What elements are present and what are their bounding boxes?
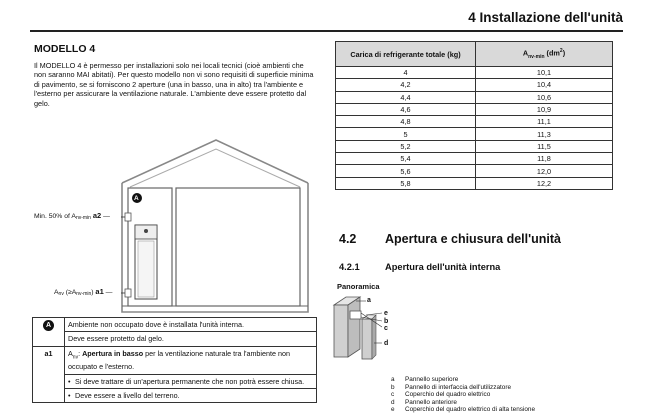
legend-key-cell: a1: [33, 346, 65, 403]
table-row: [336, 67, 613, 79]
cell-area: 10,1: [476, 67, 613, 79]
cell-charge: 5,6: [336, 165, 476, 177]
list-item: c Coperchio del quadro elettrico: [391, 391, 491, 399]
list-item: e Coperchio del quadro elettrico di alta tensione: [391, 406, 536, 414]
opening-a2-label: Min. 50% of $A_{nv-min}$ a2 —: [34, 211, 110, 221]
callout-label: b: [384, 318, 389, 325]
table-row: [336, 103, 613, 115]
table-row: [336, 79, 613, 91]
column-header-charge: Carica di refrigerante totale (kg): [336, 42, 476, 67]
cell-area: 12,2: [476, 177, 613, 189]
model-title: MODELLO 4: [34, 43, 96, 55]
table-row: [336, 91, 613, 103]
cell-charge: 4,8: [336, 116, 476, 128]
cell-area: 10,9: [476, 103, 613, 115]
overview-heading: Panoramica: [337, 282, 380, 291]
refrigerant-table: [335, 41, 613, 190]
cell-area: 10,4: [476, 79, 613, 91]
table-row: [336, 165, 613, 177]
column-header-area: $A_{nv-min}$ $(dm^2)$: [476, 42, 613, 67]
cell-charge: 4,4: [336, 91, 476, 103]
installation-diagram: [118, 137, 318, 315]
legend-bullet: • Deve essere a livello del terreno.: [68, 391, 313, 400]
cell-area: 11,5: [476, 140, 613, 152]
cell-charge: 5,8: [336, 177, 476, 189]
page-header-title: 4 Installazione dell'unità: [468, 10, 623, 25]
parts-list: [391, 376, 535, 414]
cell-charge: 5,4: [336, 153, 476, 165]
list-item: a Pannello superiore: [391, 376, 459, 383]
cell-charge: 5: [336, 128, 476, 140]
legend-text: $A_{nv}$: Apertura in basso per la ventilazione naturale tra l'ambiente non occupato e l'esterno.: [65, 346, 317, 374]
section-4-2-1-heading: 4.2.1 Apertura dell'unità interna: [339, 262, 501, 272]
legend-text: Deve essere protetto dal gelo.: [65, 332, 317, 346]
list-item: d Pannello anteriore: [391, 398, 457, 406]
legend-table: [32, 317, 317, 403]
cell-area: 11,8: [476, 153, 613, 165]
callout-label: e: [384, 310, 388, 317]
cell-charge: 4: [336, 67, 476, 79]
legend-row: [33, 332, 317, 346]
cell-charge: 4,2: [336, 79, 476, 91]
room-marker-letter: A: [134, 195, 139, 202]
room-marker-icon: A: [43, 320, 54, 331]
legend-row: [33, 388, 317, 402]
cell-charge: 4,6: [336, 103, 476, 115]
callout-label: d: [384, 340, 389, 347]
section-4-2-heading: 4.2 Apertura e chiusura dell'unità: [339, 232, 561, 246]
table-row: [336, 177, 613, 189]
callout-label: a: [367, 297, 371, 304]
legend-row: [33, 346, 317, 374]
model-paragraph: Il MODELLO 4 è permesso per installazioni solo nei locali tecnici (cioè ambienti che non saranno MAI abitati). Per questo modello non vi sono requisiti di superficie minima di pavimento, se si forniscono 2 aperture (una in basso, una in alto) tra l'ambiente e l'esterno per assicurare la ventilazione naturale. L'ambiente deve essere protetto dal gelo.: [34, 61, 314, 108]
header-divider: [30, 30, 623, 32]
cell-area: 11,3: [476, 128, 613, 140]
list-item: b Pannello di interfaccia dell'utilizzatore: [391, 383, 512, 391]
legend-text: Ambiente non occupato dove è installata l'unità interna.: [65, 318, 317, 332]
opening-a1-label: $A_{nv}$ $(\ge A_{nv-min})$ a1 —: [54, 287, 113, 297]
table-row: [336, 140, 613, 152]
cell-charge: 5,2: [336, 140, 476, 152]
callout-label: c: [384, 325, 388, 332]
cell-area: 12,0: [476, 165, 613, 177]
legend-row: [33, 318, 317, 332]
cell-area: 11,1: [476, 116, 613, 128]
legend-key-cell: [33, 318, 65, 347]
legend-row: [33, 374, 317, 388]
table-row: [336, 116, 613, 128]
table-row: [336, 128, 613, 140]
table-row: [336, 153, 613, 165]
cell-area: 10,6: [476, 91, 613, 103]
legend-bullet: • Si deve trattare di un'apertura permanente che non potrà essere chiusa.: [68, 377, 313, 386]
